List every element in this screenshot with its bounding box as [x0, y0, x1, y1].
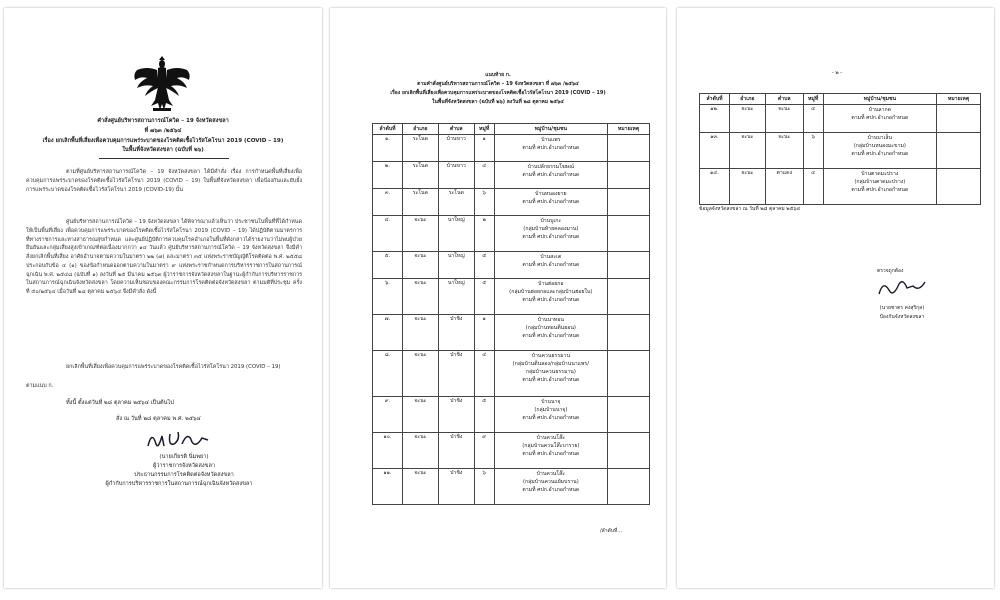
- row-moo: ๕: [474, 279, 494, 315]
- row-number: ๑.: [373, 135, 403, 162]
- row-subdistrict: นาใหญ่: [438, 279, 474, 315]
- table-row: [373, 351, 650, 397]
- divider: [99, 158, 229, 159]
- row-remark: [608, 469, 650, 505]
- row-district: ระโนด: [402, 189, 438, 216]
- row-moo: ๙: [474, 433, 494, 469]
- row-remark: [608, 433, 650, 469]
- header-no: ลำดับที่: [700, 94, 730, 105]
- row-number: ๑๔.: [700, 169, 730, 205]
- village-line: (กลุ่มบ้านฮ่อยกอและกลุ่มบ้านฮ่อยใน): [509, 289, 593, 296]
- row-subdistrict: นาใหญ่: [438, 252, 474, 279]
- annex-page: [330, 8, 666, 588]
- table-row: [373, 162, 650, 189]
- row-district: ระโนด: [402, 135, 438, 162]
- village-line: บ้านตาดมะปราง: [861, 171, 899, 177]
- row-district: จะนะ: [729, 133, 765, 169]
- row-number: ๑๐.: [373, 433, 403, 469]
- row-village: [494, 315, 607, 351]
- row-moo: ๕: [474, 252, 494, 279]
- signer-name: (นายเกียรติ นิ่มพยา): [159, 454, 209, 460]
- row-moo: ๖: [474, 189, 494, 216]
- row-village: [494, 135, 607, 162]
- row-subdistrict: ระโนด: [438, 189, 474, 216]
- village-line: ตามที่ ศปก.อำเภอกำหนด: [522, 333, 580, 340]
- row-district: ระโนด: [402, 162, 438, 189]
- certifier-title: ป้องกันจังหวัดสงขลา: [879, 314, 925, 320]
- row-subdistrict: จะนะ: [765, 105, 803, 133]
- row-number: ๑๓.: [700, 133, 730, 169]
- village-line: (กลุ่มบ้านตาดมะปราง): [854, 179, 906, 186]
- village-line: บ้านบาเส็น: [867, 135, 893, 141]
- row-moo: ๔: [803, 169, 823, 205]
- row-village: [823, 105, 936, 133]
- row-district: จะนะ: [402, 315, 438, 351]
- row-village: [494, 189, 607, 216]
- village-line: ตามที่ ศปก.อำเภอกำหนด: [851, 115, 909, 122]
- row-subdistrict: ป่าชิง: [438, 351, 474, 397]
- village-line: บ้านฮ่อยกอ: [538, 281, 564, 287]
- row-remark: [608, 189, 650, 216]
- village-line: บ้านควนโส๊ะ: [536, 471, 566, 477]
- table-row: [373, 397, 650, 433]
- row-remark: [608, 279, 650, 315]
- village-line: ตามที่ ศปก.อำเภอกำหนด: [522, 451, 580, 458]
- annex-line-1: ตามคำสั่งศูนย์บริหารสถานการณ์โควิด – 19 จังหวัดสงขลา ที่ ๗๖๓ /๒๕๖๔: [417, 81, 579, 87]
- order-paragraph-3: ยกเลิกพื้นที่เสี่ยงเพื่อควบคุมการแพร่ระบาดของโรคติดเชื้อไวรัสโคโรนา 2019 (COVID – 19): [66, 364, 281, 370]
- village-line: ตามที่ ศปก.อำเภอกำหนด: [522, 487, 580, 494]
- row-district: จะนะ: [402, 397, 438, 433]
- row-village: [494, 469, 607, 505]
- row-number: ๘.: [373, 351, 403, 397]
- row-number: ๗.: [373, 315, 403, 351]
- village-line: บ้านแพร: [541, 137, 561, 143]
- row-number: ๒.: [373, 162, 403, 189]
- row-moo: ๔: [803, 105, 823, 133]
- row-subdistrict: บ้านขาว: [438, 162, 474, 189]
- row-number: ๙.: [373, 397, 403, 433]
- row-subdistrict: ป่าชิง: [438, 469, 474, 505]
- header-moo: หมู่ที่: [803, 94, 823, 105]
- table-header-row: [373, 124, 650, 135]
- row-remark: [608, 397, 650, 433]
- row-remark: [937, 169, 981, 205]
- header-village: หมู่บ้าน/ชุมชน: [494, 124, 607, 135]
- row-remark: [608, 162, 650, 189]
- page-number: - ๒ -: [831, 70, 843, 76]
- village-line: ตามที่ ศปก.อำเภอกำหนด: [522, 262, 580, 269]
- village-line: บ้านสะเต: [540, 254, 562, 260]
- signer-title-2: ประธานกรรมการโรคติดต่อจังหวัดสงขลา: [134, 472, 234, 478]
- row-number: ๓.: [373, 189, 403, 216]
- order-subject-line1: เรื่อง ยกเลิกพื้นที่เสี่ยงเพื่อควบคุมการแพร่ระบาดของโรคติดเชื้อไวรัสโคโรนา 2019 (COVID – 19): [42, 138, 284, 144]
- village-line: (กลุ่มบ้านควนโส๊ะบาราย): [522, 443, 580, 450]
- row-remark: [937, 105, 981, 133]
- row-number: ๖.: [373, 279, 403, 315]
- row-number: ๕.: [373, 252, 403, 279]
- row-subdistrict: ป่าชิง: [438, 315, 474, 351]
- row-moo: ๔: [474, 351, 494, 397]
- order-title: คำสั่งศูนย์บริหารสถานการณ์โควิด – 19 จังหวัดสงขลา: [97, 118, 229, 124]
- village-line: ตามที่ ศปก.อำเภอกำหนด: [522, 234, 580, 241]
- row-subdistrict: นาใหญ่: [438, 216, 474, 252]
- row-moo: ๔: [474, 162, 494, 189]
- row-village: [823, 169, 936, 205]
- village-line: (กลุ่มบ้านควนแย้มบราน): [522, 479, 579, 486]
- row-village: [494, 397, 607, 433]
- table-row: [373, 252, 650, 279]
- row-moo: ๑: [474, 315, 494, 351]
- table-row: [700, 105, 981, 133]
- row-village: [494, 433, 607, 469]
- village-line: ตามที่ ศปก.อำเภอกำหนด: [522, 199, 580, 206]
- order-page: [4, 8, 322, 588]
- continuation-page: [677, 8, 994, 588]
- village-line: ตามที่ ศปก.อำเภอกำหนด: [522, 297, 580, 304]
- table-row: [373, 433, 650, 469]
- row-subdistrict: ตาแดง: [765, 169, 803, 205]
- header-village: หมู่บ้าน/ชุมชน: [823, 94, 936, 105]
- row-remark: [608, 216, 650, 252]
- row-moo: ๖: [803, 133, 823, 169]
- header-district: อำเภอ: [729, 94, 765, 105]
- village-line: บ้านควนธรรมาน: [531, 353, 570, 359]
- row-subdistrict: จะนะ: [765, 133, 803, 169]
- village-line: บ้านนาทอน: [537, 317, 564, 323]
- village-line: (กลุ่มบ้านทอนตีนยอน): [525, 325, 576, 332]
- continue-marker: /ลำดับที่...: [600, 528, 623, 534]
- village-line: ตามที่ ศปก.อำเภอกำหนด: [522, 415, 580, 422]
- village-line: บ้านนาจุ: [541, 399, 561, 405]
- row-number: ๑๑.: [373, 469, 403, 505]
- row-remark: [608, 135, 650, 162]
- village-line: ตามที่ ศปก.อำเภอกำหนด: [522, 172, 580, 179]
- order-paragraph-2: ศูนย์บริหารสถานการณ์โควิด – 19 จังหวัดสงขลา ได้พิจารณาแล้วเห็นว่า ประชาชนในพื้นที่ที่ได้กำหนดให้เป็นพื้นที่เสี่ยง เพื่อควบคุมการแพร่ระบาดของโรคติดเชื้อไวรัสโคโรนา 2019 (COVID – 19) ได้ปฏิบัติตามมาตรการที่ทางราชการและทางสาธารณสุขกำหนด และศูนย์ปฏิบัติการควบคุมโรคอำเภอในพื้นที่ดังกล่าวได้รายงานว่าไม่พบผู้ป่วยยืนยันและกลุ่มเสี่ยงสูงเข้าเกณฑ์ต่อเนื่องมากกว่า ๑๔ วันแล้ว ศูนย์บริหารสถานการณ์โควิด – 19 จังหวัดสงขลา จึงมีคำสั่งยกเลิกพื้นที่เสี่ยง อาศัยอำนาจตามความในมาตรา ๒๒ (๗) และมาตรา ๓๕ แห่งพระราชบัญญัติโรคติดต่อ พ.ศ. ๒๕๕๘ ประกอบกับข้อ ๔ (๑) ของข้อกำหนดออกตามความในมาตรา ๙ แห่งพระราชกำหนดการบริหารราชการในสถานการณ์ฉุกเฉิน พ.ศ. ๒๕๔๘ (ฉบับที่ ๑) ลงวันที่ ๒๕ มีนาคม ๒๕๖๓ ผู้ว่าราชการจังหวัดสงขลาในฐานะผู้กำกับการบริหารราชการในสถานการณ์ฉุกเฉินจังหวัดสงขลา โดยความเห็นชอบของคณะกรรมการโรคติดต่อจังหวัดสงขลา ตามมติที่ประชุม ครั้งที่ ๕๐/๒๕๖๔ เมื่อวันที่ ๒๘ ตุลาคม ๒๕๖๔ จึงมีคำสั่ง ดังนี้: [26, 219, 302, 295]
- row-moo: ๖: [474, 469, 494, 505]
- garuda-emblem-icon: [131, 56, 193, 114]
- governor-signature-icon: [144, 426, 214, 452]
- certifier-name: (นายชาตร คงสุริกุล): [879, 305, 925, 311]
- annex-reference: ตามแนบ ก.: [26, 383, 54, 389]
- row-moo: ๑: [474, 135, 494, 162]
- table-row: [373, 135, 650, 162]
- signed-date: สั่ง ณ วันที่ ๒๘ ตุลาคม พ.ศ. ๒๕๖๔: [116, 416, 201, 422]
- table-row: [700, 133, 981, 169]
- table-row: [700, 169, 981, 205]
- order-paragraph-1: ตามที่ศูนย์บริหารสถานการณ์โควิด – 19 จังหวัดสงขลา ได้มีคำสั่ง เรื่อง การกำหนดพื้นที่เสี่ยงเพื่อควบคุมการแพร่ระบาดของโรคติดเชื้อไวรัสโคโรนา 2019 (COVID – 19) ในพื้นที่จังหวัดสงขลา เพื่อป้องกันและยับยั้งการแพร่ระบาดของโรคติดเชื้อไวรัสโคโรนา 2019 (COVID-19) นั้น: [26, 169, 302, 193]
- village-line: (กลุ่มบ้านนาจุ): [534, 407, 568, 414]
- order-subject-line2: ในพื้นที่จังหวัดสงขลา (ฉบับที่ ๒๖): [122, 147, 204, 153]
- header-remark: หมายเหตุ: [937, 94, 981, 105]
- certify-label: ตรวจถูกต้อง: [877, 268, 904, 274]
- row-village: [823, 133, 936, 169]
- header-district: อำเภอ: [402, 124, 438, 135]
- annex-line-2: เรื่อง ยกเลิกพื้นที่เสี่ยงเพื่อควบคุมการแพร่ระบาดของโรคติดเชื้อไวรัสโคโรนา 2019 (COVID – 19): [390, 90, 606, 96]
- village-line: ตามที่ ศปก.อำเภอกำหนด: [851, 151, 909, 158]
- row-subdistrict: ป่าชิง: [438, 433, 474, 469]
- village-line: ตามที่ ศปก.อำเภอกำหนด: [851, 187, 909, 194]
- table-header-row: [700, 94, 981, 105]
- village-line: (กลุ่มบ้านท้ายคลองมาน): [523, 226, 579, 233]
- village-line: บ้านควนโส๊ะ: [536, 435, 566, 441]
- data-source: ข้อมูลจังหวัดสงขลา ณ วันที่ ๒๘ ตุลาคม ๒๕๖๔: [699, 206, 801, 212]
- row-district: จะนะ: [402, 252, 438, 279]
- row-remark: [608, 315, 650, 351]
- village-line: (กลุ่มบ้านตีนลอง/กลุ่มบ้านนาแพร/: [512, 361, 589, 368]
- continuation-table: [699, 93, 981, 205]
- village-line: บ้านปลักธรรมโฆษณ์: [527, 164, 575, 170]
- village-line: บ้านบูเกะ: [540, 218, 562, 224]
- effective-date: ทั้งนี้ ตั้งแต่วันที่ ๒๘ ตุลาคม ๒๕๖๔ เป็นต้นไป: [66, 400, 174, 406]
- row-moo: ๒: [474, 216, 494, 252]
- row-district: จะนะ: [729, 169, 765, 205]
- row-moo: ๕: [474, 397, 494, 433]
- row-district: จะนะ: [402, 351, 438, 397]
- village-line: ตามที่ ศปก.อำเภอกำหนด: [522, 145, 580, 152]
- signer-title-3: ผู้กำกับการบริหารราชการในสถานการณ์ฉุกเฉินจังหวัดสงขลา: [105, 481, 253, 487]
- row-subdistrict: ป่าชิง: [438, 397, 474, 433]
- header-subdistrict: ตำบล: [438, 124, 474, 135]
- row-village: [494, 351, 607, 397]
- row-number: ๔.: [373, 216, 403, 252]
- row-subdistrict: บ้านขาว: [438, 135, 474, 162]
- signer-title-1: ผู้ว่าราชการจังหวัดสงขลา: [152, 463, 216, 469]
- order-number: ที่ ๗๖๓ /๒๕๖๔: [144, 128, 182, 134]
- row-village: [494, 162, 607, 189]
- row-village: [494, 216, 607, 252]
- row-remark: [608, 351, 650, 397]
- table-row: [373, 469, 650, 505]
- village-line: (กลุ่มบ้านหนองมะขาม): [853, 143, 906, 150]
- header-moo: หมู่ที่: [474, 124, 494, 135]
- header-subdistrict: ตำบล: [765, 94, 803, 105]
- header-remark: หมายเหตุ: [608, 124, 650, 135]
- row-village: [494, 279, 607, 315]
- annex-table: [372, 123, 650, 505]
- village-line: บ้านลากด: [868, 107, 892, 113]
- table-row: [373, 315, 650, 351]
- table-row: [373, 189, 650, 216]
- row-district: จะนะ: [402, 433, 438, 469]
- row-district: จะนะ: [729, 105, 765, 133]
- annex-label: แนบท้าย ก.: [485, 72, 511, 78]
- village-line: ตามที่ ศปก.อำเภอกำหนด: [522, 377, 580, 384]
- row-remark: [937, 133, 981, 169]
- row-number: ๑๒.: [700, 105, 730, 133]
- row-district: จะนะ: [402, 469, 438, 505]
- row-remark: [608, 252, 650, 279]
- row-district: จะนะ: [402, 216, 438, 252]
- header-no: ลำดับที่: [373, 124, 403, 135]
- certifier-signature-icon: [873, 276, 933, 300]
- row-village: [494, 252, 607, 279]
- village-line: บ้านหนองยาย: [535, 191, 567, 197]
- table-row: [373, 279, 650, 315]
- row-district: จะนะ: [402, 279, 438, 315]
- village-line: กลุ่มบ้านควนธรรมาน): [525, 369, 576, 376]
- annex-line-3: ในพื้นที่จังหวัดสงขลา (ฉบับที่ ๒๖) ลงวันที่ ๒๘ ตุลาคม ๒๕๖๔: [432, 99, 564, 105]
- table-row: [373, 216, 650, 252]
